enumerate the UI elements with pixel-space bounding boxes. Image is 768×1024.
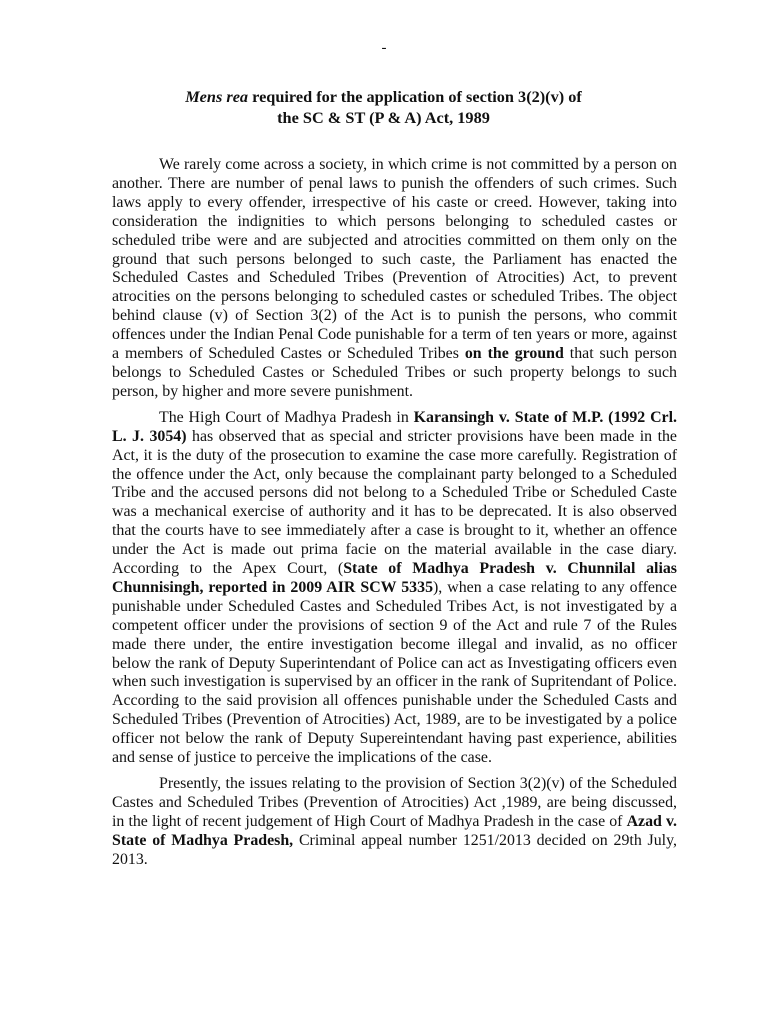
title-line-1 (112, 86, 655, 107)
document-body (112, 156, 677, 877)
paragraph-run: Criminal appeal number 1251/2013 decided on 29th July, 2013. (112, 831, 677, 868)
page-marker: - (381, 40, 387, 56)
paragraph-run: ), when a case relating to any offence punishable under Scheduled Castes and Scheduled Tribes Act, is not investigated by a competent officer under the provisions of section 9 of the Act and rule 7 of the Rules made there under, the entire investigation become illegal and invalid, as no officer below the rank of Deputy Superintendant of Police can act as Investigating officers even when such investigation is supervised by an officer in the rank of Supritendant of Police. According to the said provision all offences punishable under the Scheduled Casts and Scheduled Tribes (Prevention of Atrocities) Act, 1989, are to be investigated by a police officer not below the rank of Deputy Supereintendant having past experience, abilities and sense of justice to perceive the implications of the case. (112, 578, 677, 767)
paragraph-run: has observed that as special and stricter provisions have been made in the Act, it is the duty of the prosecution to examine the case more carefully. Registration of the offence under the Act, only because the complainant party belonged to a Scheduled Tribe and the accused persons did not belong to a Scheduled Tribe or Scheduled Caste was a mechanical exercise of authority and it has to be deprecated. It is also observed that the courts have to see immediately after a case is brought to it, whether an offence under the Act is made out prima facie on the material available in the case diary. According to the Apex Court, ( (112, 427, 677, 578)
paragraph-run: that such person belongs to Scheduled Castes or Scheduled Tribes or such property belongs to such person, by higher and more severe punishment. (112, 345, 677, 400)
title-line-2: the SC & ST (P & A) Act, 1989 (277, 108, 490, 127)
title-line-1-rest: required for the application of section 3(2)(v) of (248, 87, 582, 106)
paragraph-2 (112, 409, 677, 768)
paragraph-run-bold: on the ground (464, 345, 564, 363)
paragraph-run: Presently, the issues relating to the provision of Section 3(2)(v) of the Scheduled Castes and Scheduled Tribes (Prevention of Atrocities) Act ,1989, are being discussed, in the light of recent judgement of High Court of Madhya Pradesh in the case of (112, 775, 677, 830)
paragraph-1 (112, 156, 677, 402)
title-italic-term: Mens rea (185, 87, 249, 106)
paragraph-run: We rarely come across a society, in which crime is not committed by a person on another. There are number of penal laws to punish the offenders of such crimes. Such laws apply to every offender, irrespective of his caste or creed. However, taking into consideration the indignities to which persons belonging to scheduled castes or scheduled tribe were and are subjected and atrocities committed on them only on the ground that such persons belonged to such caste, the Parliament has enacted the Scheduled Castes and Scheduled Tribes (Prevention of Atrocities) Act, to prevent atrocities on the persons belonging to scheduled castes or scheduled Tribes. The object behind clause (v) of Section 3(2) of the Act is to punish the persons, who commit offences under the Indian Penal Code punishable for a term of ten years or more, against a members of Scheduled Castes or Scheduled Tribes (112, 156, 677, 363)
paragraph-run: The High Court of Madhya Pradesh in (159, 408, 414, 426)
case-citation-chunnilal: State of Madhya Pradesh v. Chunnilal alias Chunnisingh, reported in 2009 AIR SCW 5335 (112, 560, 677, 596)
case-citation-karansingh: Karansingh v. State of M.P. (1992 Crl. L. J. 3054) (112, 408, 677, 445)
case-citation-azad: Azad v. State of Madhya Pradesh, (112, 812, 677, 849)
document-title (112, 86, 655, 128)
paragraph-3 (112, 775, 677, 870)
